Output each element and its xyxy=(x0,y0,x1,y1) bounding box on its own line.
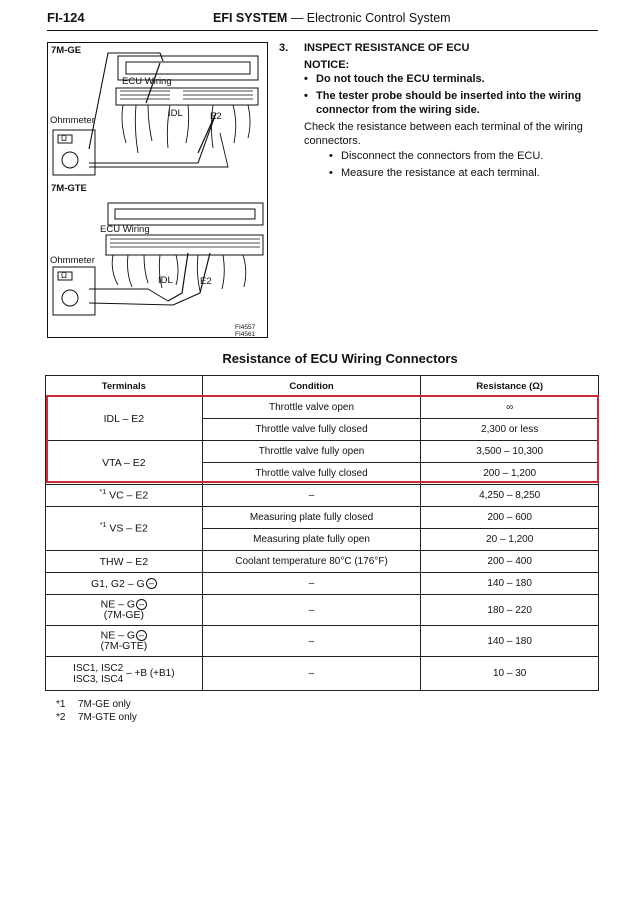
ohm-icon-2: Ω xyxy=(61,271,67,280)
minus-circle-icon: – xyxy=(146,578,157,589)
table-row xyxy=(46,595,599,626)
sub-item: • Measure the resistance at each terminal. xyxy=(329,167,540,179)
resistance-cell: 10 – 30 xyxy=(421,657,599,691)
footnote-mark: *1 xyxy=(99,522,107,530)
resistance-cell: ∞ xyxy=(421,397,599,419)
header-rule xyxy=(47,30,598,31)
condition-cell: – xyxy=(202,626,421,657)
footnotes xyxy=(56,698,137,724)
condition-cell: Throttle valve fully closed xyxy=(202,419,421,441)
table-row xyxy=(46,485,599,507)
idl-label-2: IDL xyxy=(158,275,173,286)
terminal-cell: VTA – E2 xyxy=(46,441,203,485)
terminal-cell xyxy=(46,657,203,691)
idl-label-1: IDL xyxy=(168,108,183,119)
step-title: INSPECT RESISTANCE OF ECU xyxy=(304,42,470,54)
notice-label: NOTICE: xyxy=(304,59,350,71)
table-row xyxy=(46,551,599,573)
notice-item: • Do not touch the ECU terminals. xyxy=(304,73,485,85)
resistance-cell: 200 – 1,200 xyxy=(421,463,599,485)
table-row xyxy=(46,441,599,463)
ohm-icon-1: Ω xyxy=(61,134,67,143)
header-condition: Condition xyxy=(202,376,421,397)
sub-item: • Disconnect the connectors from the ECU. xyxy=(329,150,544,162)
table-row xyxy=(46,573,599,595)
page-number: FI-124 xyxy=(47,10,85,25)
resistance-cell: 4,250 – 8,250 xyxy=(421,485,599,507)
terminal-cell: $^{*1}$ VS – E2 xyxy=(46,507,203,551)
minus-circle-icon: – xyxy=(136,599,147,610)
isc-terminal-group: ISC1, ISC2 ISC3, ISC4 – +B (+B1) xyxy=(73,662,175,685)
footnote-mark: *1 xyxy=(99,489,107,497)
minus-circle-icon: – xyxy=(136,630,147,641)
subsystem-name: Electronic Control System xyxy=(306,11,451,25)
ecu-wiring-label-2: ECU Wiring xyxy=(100,224,150,235)
table-row xyxy=(46,626,599,657)
condition-cell: Throttle valve open xyxy=(202,397,421,419)
check-text: Check the resistance between each terminal of the wiring connectors. xyxy=(304,121,583,147)
table-title: Resistance of ECU Wiring Connectors xyxy=(222,351,458,366)
terminal-cell: IDL – E2 xyxy=(46,397,203,441)
table-row xyxy=(46,507,599,529)
condition-cell: – xyxy=(202,657,421,691)
ecu-wiring-label-1: ECU Wiring xyxy=(122,76,172,87)
page-header xyxy=(0,0,640,34)
table-row xyxy=(46,397,599,419)
footnote: *2 7M-GTE only xyxy=(56,712,137,723)
condition-cell: – xyxy=(202,573,421,595)
section-title xyxy=(213,11,451,25)
condition-cell: Measuring plate fully closed xyxy=(202,507,421,529)
footnote: *1 7M-GE only xyxy=(56,699,131,710)
condition-cell: – xyxy=(202,595,421,626)
resistance-table xyxy=(45,375,599,691)
condition-cell: Throttle valve fully open xyxy=(202,441,421,463)
engine-label-7m-gte: 7M-GTE xyxy=(51,183,87,194)
condition-cell: – xyxy=(202,485,421,507)
title-dash: — xyxy=(290,11,304,25)
table-header-row xyxy=(46,376,599,397)
resistance-cell: 140 – 180 xyxy=(421,573,599,595)
ohmmeter-label-2: Ohmmeter xyxy=(50,255,95,266)
table-row xyxy=(46,657,599,691)
terminal-cell: G1, G2 – G – xyxy=(46,573,203,595)
resistance-cell: 140 – 180 xyxy=(421,626,599,657)
step-number: 3. xyxy=(279,42,289,54)
resistance-cell: 200 – 600 xyxy=(421,507,599,529)
resistance-cell: 3,500 – 10,300 xyxy=(421,441,599,463)
resistance-cell: 200 – 400 xyxy=(421,551,599,573)
engine-label-7m-ge: 7M-GE xyxy=(51,45,82,56)
header-terminals: Terminals xyxy=(46,376,203,397)
system-name: EFI SYSTEM xyxy=(213,11,288,25)
e2-label-2: E2 xyxy=(200,276,212,287)
resistance-cell: 2,300 or less xyxy=(421,419,599,441)
e2-label-1: E2 xyxy=(210,111,222,122)
resistance-cell: 20 – 1,200 xyxy=(421,529,599,551)
condition-cell: Throttle valve fully closed xyxy=(202,463,421,485)
terminal-cell: THW – E2 xyxy=(46,551,203,573)
figure-code-1: FI4557 xyxy=(235,324,256,331)
ohmmeter-label-1: Ohmmeter xyxy=(50,115,95,126)
header-resistance: Resistance (Ω) xyxy=(421,376,599,397)
ecu-diagram xyxy=(47,42,268,338)
resistance-cell: 180 – 220 xyxy=(421,595,599,626)
condition-cell: Coolant temperature 80°C (176°F) xyxy=(202,551,421,573)
terminal-cell: NE – G – (7M-GTE) xyxy=(46,626,203,657)
condition-cell: Measuring plate fully open xyxy=(202,529,421,551)
terminal-cell: NE – G – (7M-GE) xyxy=(46,595,203,626)
terminal-cell: $^{*1}$ VC – E2 xyxy=(46,485,203,507)
figure-code-2: FI4561 xyxy=(235,331,256,338)
notice-item: • The tester probe should be inserted into the wiring connector from the wiring side. xyxy=(304,90,582,116)
